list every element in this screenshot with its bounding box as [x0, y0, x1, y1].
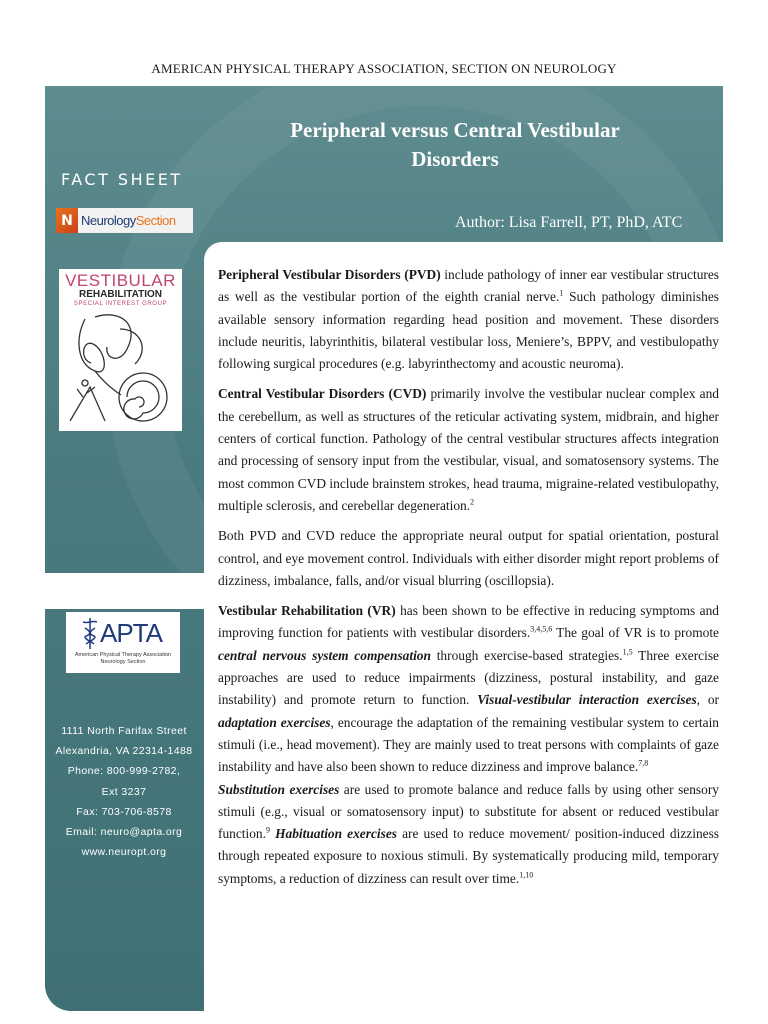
address-line-1: 1111 North Farifax Street: [61, 725, 187, 737]
cvd-term: Central Vestibular Disorders (CVD): [218, 386, 427, 402]
page-title: [245, 116, 665, 174]
citation: 9: [265, 825, 270, 835]
vr-logo-line-1: VESTIBULAR: [65, 271, 176, 290]
organization-header: AMERICAN PHYSICAL THERAPY ASSOCIATION, SECTION ON NEUROLOGY: [151, 61, 617, 76]
caduceus-icon: [80, 616, 100, 650]
substitution-term: Substitution exercises: [218, 781, 340, 797]
neurology-section-logo: [56, 208, 193, 233]
text-span: Three exercise approaches are used to reduce impairments (dizziness, postural instability, and gaze instability) and promote return to function.: [218, 647, 719, 708]
apta-subtitle-line-2: Neurology Section: [100, 659, 146, 665]
citation: 7,8: [638, 758, 649, 768]
fact-sheet-label: FACT SHEET: [61, 170, 183, 189]
text-span: has been shown to be effective in reducing symptoms and improving function for patients with vestibular disorders.: [218, 603, 719, 641]
phone-ext: Ext 3237: [101, 785, 147, 798]
vr-logo-line-3: SPECIAL INTEREST GROUP: [73, 301, 168, 307]
vr-term: Vestibular Rehabilitation (VR): [218, 603, 396, 619]
inner-ear-icon: [65, 309, 176, 427]
citation: 3,4,5,6: [530, 624, 553, 634]
neurology-logo-text: Neurology: [81, 213, 136, 228]
vr-logo-line-2: REHABILITATION: [79, 289, 162, 300]
title-line-2: Disorders: [411, 147, 499, 171]
text-span: are used to reduce movement/ position-induced dizziness through repeated exposure to noxious stimuli. By systematically producing mild, temporary symptoms, a reduction of dizziness can result over time.: [218, 826, 719, 886]
section-logo-text: Section: [135, 213, 176, 228]
sidebar-divider: [45, 573, 205, 609]
text-span: primarily involve the vestibular nuclear complex and the cerebellum, as well as structures of the reticular activating system, midbrain, and higher centers of cortical function. Pathology of the central vestibular structures affects integration and processing of sensory input from the vestibular, visual, and somatosensory systems. The most common CVD include brainstem strokes, head trauma, migraine-related vestibulopathy, multiple sclerosis, and cerebellar degeneration.: [218, 386, 720, 513]
apta-logo-subtitle: [66, 652, 180, 666]
paragraph-cvd: [218, 383, 719, 517]
citation: 2: [470, 497, 475, 507]
citation: 1,5: [622, 647, 633, 657]
website-link[interactable]: www.neuropt.org: [81, 846, 167, 859]
text-span: Such pathology diminishes available sensory information regarding head position and movement. These disorders include neuritis, labyrinthitis, bilateral vestibular loss, Meniere’s, BPPV, and vestibulopathy following surgical procedures (e.g. labyrinthectomy and acoustic neuroma).: [218, 289, 719, 372]
apta-subtitle-line-1: American Physical Therapy Association: [74, 652, 172, 658]
vestibular-rehab-logo: [59, 269, 182, 431]
cns-compensation-term: central nervous system compensation: [218, 647, 431, 663]
email-link[interactable]: Email: neuro@apta.org: [65, 826, 183, 839]
phone-line: Phone: 800-999-2782,: [67, 765, 181, 778]
citation: 1: [559, 288, 564, 298]
title-line-1: Peripheral versus Central Vestibular: [290, 118, 620, 142]
paragraph-vr: [218, 600, 719, 890]
text-span: are used to promote balance and reduce falls by using other sensory stimuli (e.g., visual or somatosensory input) to substitute for absent or reduced vestibular function.: [218, 781, 719, 842]
visual-vestibular-term: Visual-vestibular interaction exercises: [477, 692, 697, 708]
paragraph-pvd: [218, 264, 719, 375]
habituation-term: Habituation exercises: [275, 826, 397, 842]
text-span: The goal of VR is to promote: [552, 625, 719, 641]
apta-logo: [66, 612, 180, 673]
address-line-2: Alexandria, VA 22314-1488: [55, 745, 193, 758]
contact-info: [45, 721, 203, 862]
citation: 1,10: [519, 870, 534, 880]
text-span: , encourage the adaptation of the remaining vestibular system to certain stimuli (i.e., head movement). They are mainly used to treat persons with complaints of gaze instability and have also been shown to reduce dizziness and improve balance.: [218, 714, 719, 775]
author-line: Author: Lisa Farrell, PT, PhD, ATC: [455, 214, 683, 231]
text-span: , or: [696, 692, 719, 708]
paragraph-both: Both PVD and CVD reduce the appropriate neural output for spatial orientation, postural control, and eye movement control. Individuals with either disorder might report problems of dizziness, imbalance, falls, and/or visual blurring (oscillopsia).: [218, 528, 719, 588]
pvd-term: Peripheral Vestibular Disorders (PVD): [218, 267, 441, 282]
body-text: [218, 264, 719, 898]
adaptation-term: adaptation exercises: [218, 714, 331, 730]
apta-logo-text: APTA: [100, 618, 162, 648]
fax-line: Fax: 703-706-8578: [76, 805, 172, 818]
text-span: through exercise-based strategies.: [430, 647, 623, 663]
neurology-mark-icon: N: [56, 208, 78, 233]
text-span: include pathology of inner ear vestibular structures as well as the vestibular portion of the eighth cranial nerve.: [218, 267, 719, 305]
